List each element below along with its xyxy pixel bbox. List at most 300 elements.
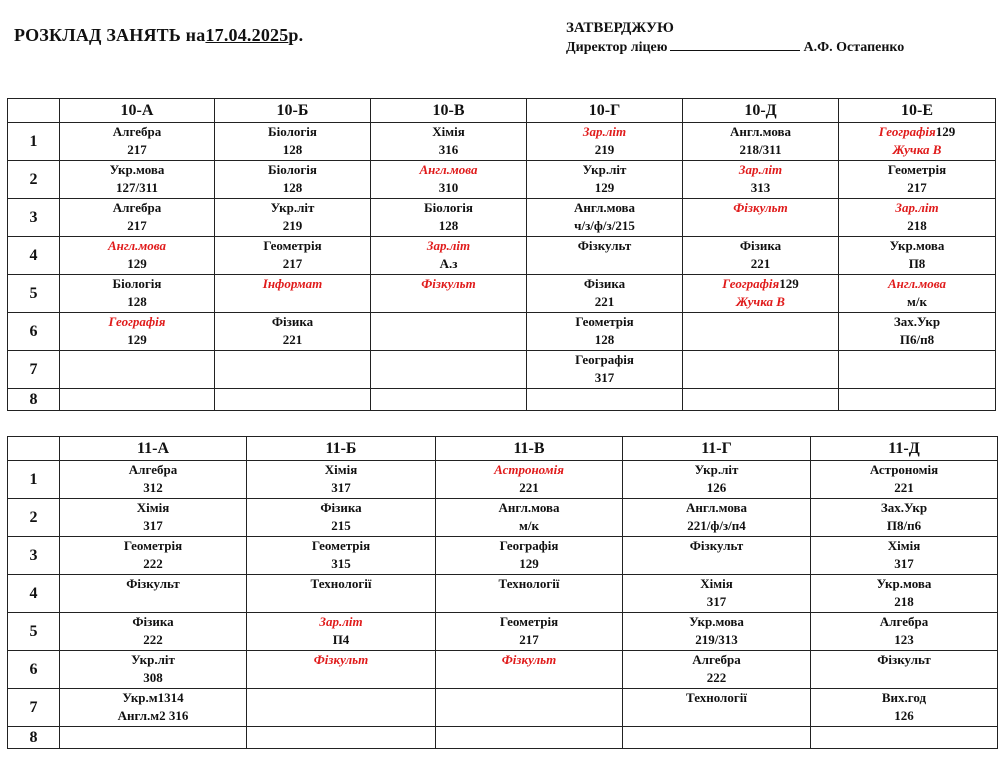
- lesson-line: [215, 313, 370, 331]
- lesson-line: [623, 499, 810, 517]
- lesson-text: 215: [331, 517, 351, 533]
- lesson-row: [8, 123, 996, 161]
- lesson-number: 2: [8, 161, 60, 199]
- approval-block: [566, 20, 904, 56]
- lesson-line: [215, 161, 370, 179]
- lesson-cell: [839, 389, 996, 411]
- lesson-text: 312: [143, 479, 163, 495]
- lesson-cell: [60, 499, 247, 537]
- lesson-text: Укр.мова: [889, 238, 945, 253]
- lesson-cell: [839, 199, 996, 237]
- lesson-cell: [215, 351, 371, 389]
- lesson-text: Біологія: [112, 276, 162, 291]
- lesson-line: [60, 199, 214, 217]
- lesson-cell: [623, 499, 811, 537]
- lesson-number: 2: [8, 499, 60, 537]
- class-header: 10-Е: [839, 99, 996, 123]
- lesson-text: 123: [894, 631, 914, 647]
- lesson-line: [527, 293, 682, 311]
- lesson-cell: [839, 275, 996, 313]
- lesson-cell: [60, 575, 247, 613]
- lesson-text: 218: [907, 217, 927, 233]
- lesson-line: [527, 161, 682, 179]
- class-header: 11-Б: [247, 437, 436, 461]
- class-header: 11-Г: [623, 437, 811, 461]
- lesson-text: м/к: [907, 293, 927, 309]
- lesson-line: [811, 707, 997, 725]
- lesson-line: [839, 141, 995, 159]
- lesson-line: [623, 517, 810, 535]
- lesson-cell: [371, 313, 527, 351]
- lesson-line: [623, 613, 810, 631]
- lesson-line: [215, 141, 370, 159]
- lesson-text: Біологія: [424, 200, 473, 215]
- lesson-line: [60, 479, 246, 497]
- lesson-cell: [839, 237, 996, 275]
- lesson-row: [8, 275, 996, 313]
- lesson-line: [527, 331, 682, 349]
- page-title: [14, 25, 303, 46]
- lesson-text: П4: [332, 631, 350, 647]
- lesson-line: [839, 199, 995, 217]
- lesson-line: [839, 179, 995, 197]
- lesson-line: [811, 575, 997, 593]
- lesson-cell: [811, 461, 998, 499]
- lesson-line: [839, 293, 995, 311]
- lesson-cell: [811, 727, 998, 749]
- lesson-line: [60, 141, 214, 159]
- lesson-number: 5: [8, 613, 60, 651]
- lesson-cell: [811, 575, 998, 613]
- lesson-row: [8, 237, 996, 275]
- lesson-line: [60, 707, 246, 725]
- lesson-cell: [811, 689, 998, 727]
- lesson-text: 317: [143, 517, 163, 533]
- corner-cell: [8, 437, 60, 461]
- lesson-line: [215, 123, 370, 141]
- lesson-line: [60, 669, 246, 687]
- subject-highlight: Географія: [722, 276, 780, 291]
- lesson-text: Англ.м2 316: [117, 707, 189, 723]
- lesson-row: [8, 575, 998, 613]
- lesson-line: [839, 331, 995, 349]
- lesson-line: [436, 555, 622, 573]
- class-header: 10-Г: [527, 99, 683, 123]
- class-header: 11-А: [60, 437, 247, 461]
- lesson-text: Англ.мова: [573, 200, 636, 215]
- lesson-text: Географія: [575, 352, 634, 367]
- lesson-text: Укр.літ: [694, 462, 739, 477]
- lesson-line: [60, 517, 246, 535]
- lesson-text: Хімія: [324, 462, 358, 477]
- lesson-text: 217: [907, 179, 927, 195]
- lesson-cell: [60, 727, 247, 749]
- lesson-line: [683, 123, 838, 141]
- lesson-row: [8, 651, 998, 689]
- lesson-text: 128: [594, 331, 615, 347]
- lesson-number: 1: [8, 123, 60, 161]
- subject-highlight: Англ.мова: [107, 238, 167, 253]
- subject-highlight: Інформат: [262, 276, 323, 291]
- lesson-cell: [527, 161, 683, 199]
- lesson-row: [8, 313, 996, 351]
- lesson-line: [811, 689, 997, 707]
- lesson-line: [527, 141, 682, 159]
- lesson-cell: [371, 199, 527, 237]
- lesson-line: [60, 237, 214, 255]
- lesson-text: 222: [143, 555, 163, 571]
- subject-highlight: Фізкульт: [313, 652, 369, 667]
- lesson-cell: [527, 237, 683, 275]
- lesson-cell: [436, 689, 623, 727]
- lesson-line: [623, 631, 810, 649]
- subject-highlight: Астрономія: [494, 462, 564, 477]
- lesson-line: [839, 161, 995, 179]
- lesson-line: [811, 593, 997, 611]
- lesson-text: 219/313: [695, 631, 738, 647]
- lesson-text: П8/п6: [886, 517, 922, 533]
- lesson-cell: [371, 351, 527, 389]
- lesson-cell: [247, 689, 436, 727]
- class-header: 10-А: [60, 99, 215, 123]
- lesson-cell: [839, 161, 996, 199]
- lesson-text: Фізика: [320, 500, 362, 515]
- lesson-text: Астрономія: [869, 462, 939, 477]
- lesson-cell: [60, 389, 215, 411]
- lesson-text: 219: [594, 141, 615, 157]
- lesson-line: [623, 689, 810, 707]
- corner-cell: [8, 99, 60, 123]
- subject-highlight: Зар.літ: [582, 124, 627, 139]
- lesson-text: Геометрія: [123, 538, 183, 553]
- lesson-line: [683, 293, 838, 311]
- lesson-text: Алгебра: [112, 124, 162, 139]
- lesson-cell: [215, 123, 371, 161]
- lesson-text: Хімія: [432, 124, 465, 139]
- lesson-line: [811, 631, 997, 649]
- date-suffix: р.: [288, 25, 304, 45]
- lesson-line: [247, 479, 435, 497]
- lesson-text: Технології: [498, 576, 560, 591]
- lesson-text: 217: [127, 141, 147, 157]
- lesson-text: П8: [908, 255, 926, 271]
- lesson-cell: [527, 389, 683, 411]
- lesson-cell: [436, 537, 623, 575]
- lesson-text: м/к: [519, 517, 539, 533]
- lesson-line: [60, 275, 214, 293]
- header-row: [8, 437, 998, 461]
- lesson-cell: [247, 537, 436, 575]
- lesson-line: [623, 461, 810, 479]
- lesson-line: [60, 575, 246, 593]
- lesson-text: 219: [282, 217, 303, 233]
- lesson-text: Геометрія: [499, 614, 559, 629]
- lesson-text: Укр.літ: [131, 652, 175, 667]
- lesson-number: 6: [8, 651, 60, 689]
- lesson-cell: [60, 651, 247, 689]
- signature-line: [670, 49, 800, 51]
- lesson-line: [371, 237, 526, 255]
- lesson-text: Зах.Укр: [880, 500, 928, 515]
- lesson-line: [215, 275, 370, 293]
- lesson-cell: [215, 275, 371, 313]
- lesson-cell: [60, 613, 247, 651]
- lesson-text: 316: [438, 141, 459, 157]
- lesson-line: [839, 255, 995, 273]
- lesson-cell: [371, 161, 527, 199]
- lesson-text: 217: [519, 631, 539, 647]
- lesson-text: Укр.літ: [270, 200, 315, 215]
- lesson-text: Фізика: [132, 614, 174, 629]
- lesson-line: [60, 555, 246, 573]
- lesson-line: [811, 537, 997, 555]
- lesson-row: [8, 351, 996, 389]
- lesson-cell: [215, 199, 371, 237]
- lesson-line: [683, 199, 838, 217]
- lesson-cell: [371, 237, 527, 275]
- lesson-text: П6/п8: [899, 331, 935, 347]
- lesson-line: [60, 537, 246, 555]
- schedule-date: 17.04.2025: [205, 25, 289, 45]
- class-header: 10-В: [371, 99, 527, 123]
- lesson-cell: [839, 313, 996, 351]
- lesson-line: [436, 517, 622, 535]
- lesson-text: 127/311: [116, 179, 158, 195]
- lesson-cell: [436, 651, 623, 689]
- lesson-line: [527, 369, 682, 387]
- lesson-text: 126: [894, 707, 914, 723]
- lesson-text: Географія: [499, 538, 559, 553]
- lesson-cell: [60, 123, 215, 161]
- subject-highlight: Географія: [878, 124, 936, 139]
- lesson-cell: [811, 613, 998, 651]
- lesson-line: [247, 461, 435, 479]
- lesson-text: Хімія: [700, 576, 733, 591]
- lesson-line: [811, 499, 997, 517]
- lesson-line: [371, 179, 526, 197]
- lesson-cell: [683, 351, 839, 389]
- lesson-text: Фізкульт: [877, 652, 931, 667]
- lesson-text: А.з: [439, 255, 458, 271]
- lesson-row: [8, 161, 996, 199]
- lesson-text: Біологія: [268, 162, 317, 177]
- lesson-text: Фізика: [739, 238, 782, 253]
- lesson-line: [371, 217, 526, 235]
- header-row: [8, 99, 996, 123]
- lesson-line: [215, 217, 370, 235]
- lesson-cell: [60, 161, 215, 199]
- lesson-line: [839, 237, 995, 255]
- subject-highlight: Жучка В: [892, 141, 942, 157]
- director-label: Директор ліцею: [566, 40, 668, 55]
- lesson-line: [371, 255, 526, 273]
- lesson-cell: [371, 389, 527, 411]
- lesson-cell: [683, 123, 839, 161]
- lesson-text: 308: [143, 669, 163, 685]
- lesson-line: [60, 179, 214, 197]
- lesson-text: ч/з/ф/з/215: [574, 217, 635, 233]
- lesson-line: [371, 199, 526, 217]
- lesson-line: [527, 351, 682, 369]
- lesson-cell: [60, 689, 247, 727]
- lesson-row: [8, 689, 998, 727]
- lesson-line: [215, 237, 370, 255]
- lesson-text: 126: [706, 479, 727, 495]
- lesson-line: [247, 575, 435, 593]
- subject-highlight: Географія: [108, 314, 166, 329]
- lesson-number: 3: [8, 537, 60, 575]
- lesson-cell: [60, 537, 247, 575]
- lesson-text: Геометрія: [575, 314, 634, 329]
- lesson-cell: [839, 123, 996, 161]
- lesson-line: [436, 461, 622, 479]
- lesson-line: [436, 575, 622, 593]
- lesson-line: [623, 651, 810, 669]
- lesson-cell: [811, 499, 998, 537]
- lesson-row: [8, 727, 998, 749]
- lesson-text: Фізкульт: [577, 238, 632, 253]
- lesson-line: [215, 255, 370, 273]
- lesson-line: [371, 161, 526, 179]
- lesson-line: [247, 499, 435, 517]
- lesson-line: [527, 275, 682, 293]
- director-name: А.Ф. Остапенко: [803, 40, 905, 55]
- lesson-text: 315: [331, 555, 351, 571]
- lesson-line: [436, 613, 622, 631]
- lesson-cell: [247, 727, 436, 749]
- lesson-text: 310: [438, 179, 459, 195]
- lesson-text: 317: [331, 479, 351, 495]
- lesson-cell: [527, 275, 683, 313]
- lesson-cell: [811, 651, 998, 689]
- lesson-line: [811, 555, 997, 573]
- lesson-line: [371, 141, 526, 159]
- subject-highlight: Фізкульт: [501, 652, 557, 667]
- lesson-cell: [683, 313, 839, 351]
- lesson-text: Зах.Укр: [893, 314, 941, 329]
- lesson-line: [839, 217, 995, 235]
- lesson-number: 8: [8, 727, 60, 749]
- lesson-cell: [436, 613, 623, 651]
- lesson-number: 1: [8, 461, 60, 499]
- subject-highlight: Англ.мова: [419, 162, 478, 177]
- lesson-number: 4: [8, 575, 60, 613]
- lesson-line: [60, 499, 246, 517]
- schedule-table-grade-10: [7, 98, 996, 411]
- lesson-cell: [811, 537, 998, 575]
- lesson-text: Англ.мова: [685, 500, 748, 515]
- lesson-number: 4: [8, 237, 60, 275]
- lesson-line: [247, 555, 435, 573]
- lesson-text: Технології: [686, 690, 747, 705]
- lesson-cell: [623, 461, 811, 499]
- lesson-text: 217: [127, 217, 147, 233]
- subject-highlight: Фізкульт: [421, 276, 476, 291]
- lesson-cell: [215, 389, 371, 411]
- lesson-cell: [683, 161, 839, 199]
- lesson-line: [215, 179, 370, 197]
- lesson-row: [8, 499, 998, 537]
- lesson-line: [527, 313, 682, 331]
- lesson-line: [60, 161, 214, 179]
- lesson-cell: [527, 123, 683, 161]
- title-prefix: РОЗКЛАД ЗАНЯТЬ на: [14, 25, 206, 45]
- lesson-text: 128: [282, 141, 303, 157]
- lesson-line: [247, 517, 435, 535]
- lesson-line: [811, 461, 997, 479]
- lesson-cell: [683, 237, 839, 275]
- lesson-text: 221: [594, 293, 615, 309]
- lesson-line: [60, 613, 246, 631]
- lesson-text: Вих.год: [881, 690, 927, 705]
- lesson-line: [60, 631, 246, 649]
- lesson-cell: [839, 351, 996, 389]
- lesson-text: 222: [143, 631, 163, 647]
- lesson-line: [527, 179, 682, 197]
- lesson-text: 221: [750, 255, 771, 271]
- lesson-line: [623, 669, 810, 687]
- lesson-line: [60, 217, 214, 235]
- lesson-number: 7: [8, 351, 60, 389]
- lesson-text: 129: [519, 555, 539, 571]
- lesson-cell: [623, 727, 811, 749]
- lesson-text: 128: [282, 179, 303, 195]
- lesson-text: Геометрія: [311, 538, 371, 553]
- lesson-line: [811, 479, 997, 497]
- lesson-text: Алгебра: [112, 200, 162, 215]
- lesson-line: [527, 217, 682, 235]
- lesson-text: 221: [894, 479, 914, 495]
- lesson-cell: [60, 461, 247, 499]
- lesson-line: [683, 161, 838, 179]
- lesson-text: Фізика: [271, 314, 314, 329]
- lesson-line: [247, 651, 435, 669]
- lesson-cell: [60, 351, 215, 389]
- lesson-text: Англ.мова: [729, 124, 792, 139]
- lesson-row: [8, 613, 998, 651]
- lesson-text: 221/ф/з/п4: [687, 517, 746, 533]
- subject-highlight: Зар.літ: [426, 238, 471, 253]
- lesson-line: [436, 631, 622, 649]
- lesson-cell: [60, 313, 215, 351]
- subject-highlight: Зар.літ: [319, 614, 363, 629]
- lesson-text: 218: [894, 593, 914, 609]
- lesson-text: Фізика: [583, 276, 626, 291]
- lesson-line: [811, 613, 997, 631]
- lesson-cell: [623, 575, 811, 613]
- lesson-text: 221: [519, 479, 539, 495]
- lesson-text: Укр.мова: [109, 162, 165, 177]
- lesson-text: 317: [894, 555, 914, 571]
- lesson-text: Технології: [310, 576, 372, 591]
- lesson-cell: [436, 727, 623, 749]
- lesson-cell: [247, 461, 436, 499]
- subject-highlight: Зар.літ: [738, 162, 783, 177]
- lesson-cell: [371, 123, 527, 161]
- lesson-text: 129: [127, 331, 147, 347]
- lesson-text: Алгебра: [692, 652, 741, 667]
- lesson-text: Англ.мова: [498, 500, 560, 515]
- lesson-number: 8: [8, 389, 60, 411]
- lesson-line: [371, 275, 526, 293]
- lesson-line: [683, 255, 838, 273]
- lesson-text: Алгебра: [879, 614, 929, 629]
- lesson-text: 317: [594, 369, 615, 385]
- lesson-line: [683, 141, 838, 159]
- lesson-cell: [683, 199, 839, 237]
- lesson-line: [60, 313, 214, 331]
- lesson-cell: [527, 313, 683, 351]
